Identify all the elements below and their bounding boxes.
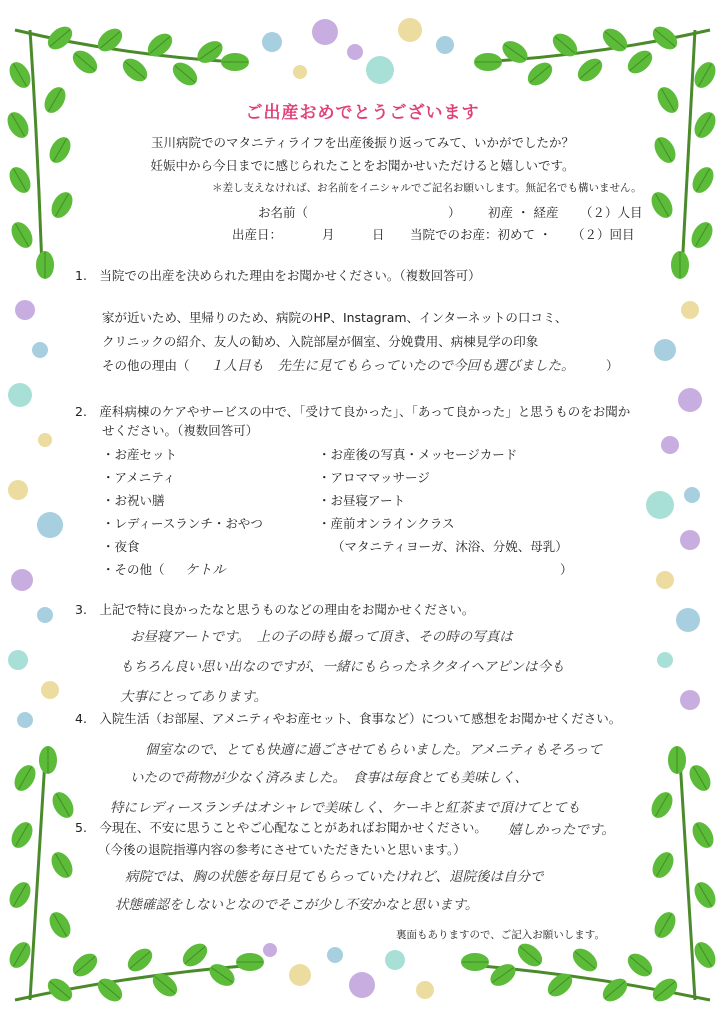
q2-option-left-6: ・その他（ [102,562,165,577]
hospital-birth-label: 当院でのお産：初めて ・ [410,227,552,242]
q3-answer-line-1: お昼寝アートです。 上の子の時も撮って頂き、その時の写真は [130,629,513,645]
q4-answer-line-4: 嬉しかったです。 [508,822,615,838]
q4-answer-line-3: 特にレディースランチはオシャレで美味しく、ケーキと紅茶まで頂けてとても [110,800,581,816]
q1-other-label: その他の理由（ [102,358,190,373]
page-title: ご出産おめでとうございます [245,103,480,123]
q3-answer-line-2: もちろん良い思い出なのですが、一緒にもらったネクタイヘアピンは今も [120,659,565,675]
anonymity-note: ＊差し支えなければ、お名前をイニシャルでご記名お願いします。無記名でも構いません。 [212,182,642,194]
q2-option-left-5: ・夜食 [102,539,140,554]
name-close: ） [448,205,461,220]
parity-value: （２）人目 [580,205,643,220]
q2-title-line-1: 2. 産科病棟のケアやサービスの中で、「受けて良かった」、「あって良かった」と思うものをお聞か [75,404,631,419]
q3-title: 3. 上記で特に良かったなと思うものなどの理由をお聞かせください。 [75,602,475,617]
q2-option-right-3: ・お昼寝アート [318,493,406,508]
q2-option-right-1: ・お産後の写真・メッセージカード [318,447,518,462]
footer-note: 裏面もありますので、ご記入お願いします。 [396,929,605,941]
q5-title: 5. 今現在、不安に思うことやご心配なことがあればお聞かせください。 [75,820,487,835]
q4-answer-line-2: いたので荷物が少なく済みました。 食事は毎食とても美味しく、 [130,770,528,786]
birth-date-label: 出産日： [232,227,283,242]
intro-line-1: 玉川病院でのマタニティライフを出産後振り返ってみて、いかがでしたか？ [150,135,574,150]
q2-option-left-2: ・アメニティ [102,470,176,485]
q2-option-right-2: ・アロママッサージ [318,470,430,485]
q3-answer-line-3: 大事にとってあります。 [120,689,268,705]
hospital-birth-value: （２）回目 [572,227,635,242]
q1-title: 1. 当院での出産を決められた理由をお聞かせください。（複数回答可） [75,268,481,283]
q2-other-close: ） [560,562,573,577]
q1-other-answer: １人目も 先生に見てもらっていたので今回も選びました。 [210,358,575,374]
q2-title-line-2: せください。（複数回答可） [102,423,259,438]
q2-option-left-3: ・お祝い膳 [102,493,165,508]
q1-other-close: ） [606,358,619,373]
intro-line-2: 妊娠中から今日までに感じられたことをお聞かせいただけると嬉しいです。 [150,158,575,173]
q2-option-left-1: ・お産セット [102,447,178,462]
q2-option-right-4: ・産前オンラインクラス [318,516,455,531]
q1-options-line-1: 家が近いため、里帰りのため、病院のHP、Instagram、インターネットの口コミ、 [102,310,568,325]
birth-month: 月 [322,227,335,242]
q2-other-answer: ケトル [185,562,226,578]
q2-option-right-sub: （マタニティヨーガ、沐浴、分娩、母乳） [332,539,568,554]
q5-answer-line-1: 病院では、胸の状態を毎日見てもらっていたけれど、退院後は自分で [125,869,544,885]
q2-option-left-4: ・レディースランチ・おやつ [102,516,263,531]
name-label: お名前（ [258,205,309,220]
q4-answer-line-1: 個室なので、とても快適に過ごさせてもらいました。アメニティもそろって [145,742,602,758]
q5-answer-line-2: 状態確認をしないとなのでそこが少し不安かなと思います。 [115,897,479,913]
parity-label: 初産 ・ 経産 [488,205,559,220]
q4-title: 4. 入院生活（お部屋、アメニティやお産セット、食事など）について感想をお聞かせください。 [75,711,622,726]
q1-options-line-2: クリニックの紹介、友人の勧め、入院部屋が個室、分娩費用、病棟見学の印象 [102,334,539,349]
birth-day: 日 [372,227,385,242]
q5-subtitle: （今後の退院指導内容の参考にさせていただきたいと思います。） [98,842,466,857]
